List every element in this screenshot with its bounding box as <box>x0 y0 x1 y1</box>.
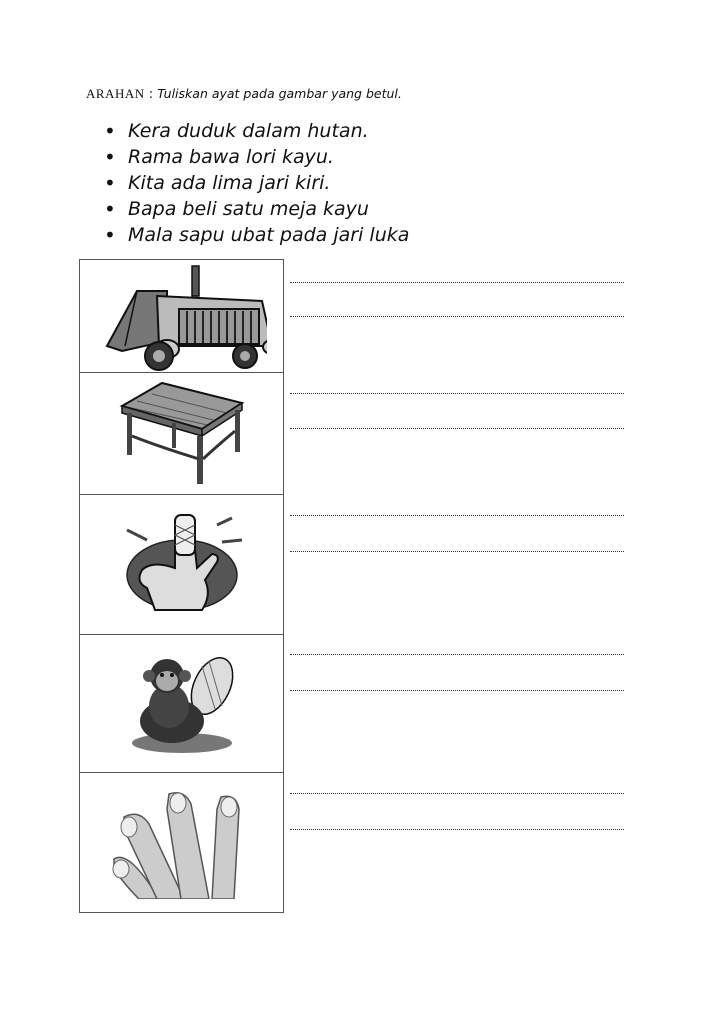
answer-line[interactable] <box>290 393 624 394</box>
answer-line[interactable] <box>290 282 624 283</box>
answer-line[interactable] <box>290 428 624 429</box>
instruction-separator: : <box>144 87 158 102</box>
hand-fingers-icon <box>109 789 254 899</box>
answer-line[interactable] <box>290 654 624 655</box>
table-icon <box>117 381 247 486</box>
sentence-item: • Mala sapu ubat pada jari luka <box>104 222 409 248</box>
bandaged-finger-icon <box>117 510 247 620</box>
instruction <box>86 86 402 102</box>
picture-cell-table <box>80 373 283 495</box>
answer-line[interactable] <box>290 690 624 691</box>
answer-line[interactable] <box>290 515 624 516</box>
monkey-icon <box>127 651 237 756</box>
truck-icon <box>97 261 267 371</box>
picture-cell-monkey <box>80 635 283 773</box>
sentence-item: • Kita ada lima jari kiri. <box>104 170 409 196</box>
sentence-item: • Rama bawa lori kayu. <box>104 144 409 170</box>
picture-column <box>79 259 284 913</box>
instruction-label: ARAHAN <box>86 86 145 101</box>
picture-cell-truck <box>80 260 283 373</box>
answer-line[interactable] <box>290 829 624 830</box>
instruction-text: Tuliskan ayat pada gambar yang betul. <box>157 86 402 101</box>
answer-line[interactable] <box>290 551 624 552</box>
sentence-item: • Bapa beli satu meja kayu <box>104 196 409 222</box>
picture-cell-hand <box>80 773 283 914</box>
answer-line[interactable] <box>290 793 624 794</box>
sentence-item: • Kera duduk dalam hutan. <box>104 118 409 144</box>
answer-line[interactable] <box>290 316 624 317</box>
sentence-list <box>104 118 409 248</box>
picture-cell-finger <box>80 495 283 635</box>
